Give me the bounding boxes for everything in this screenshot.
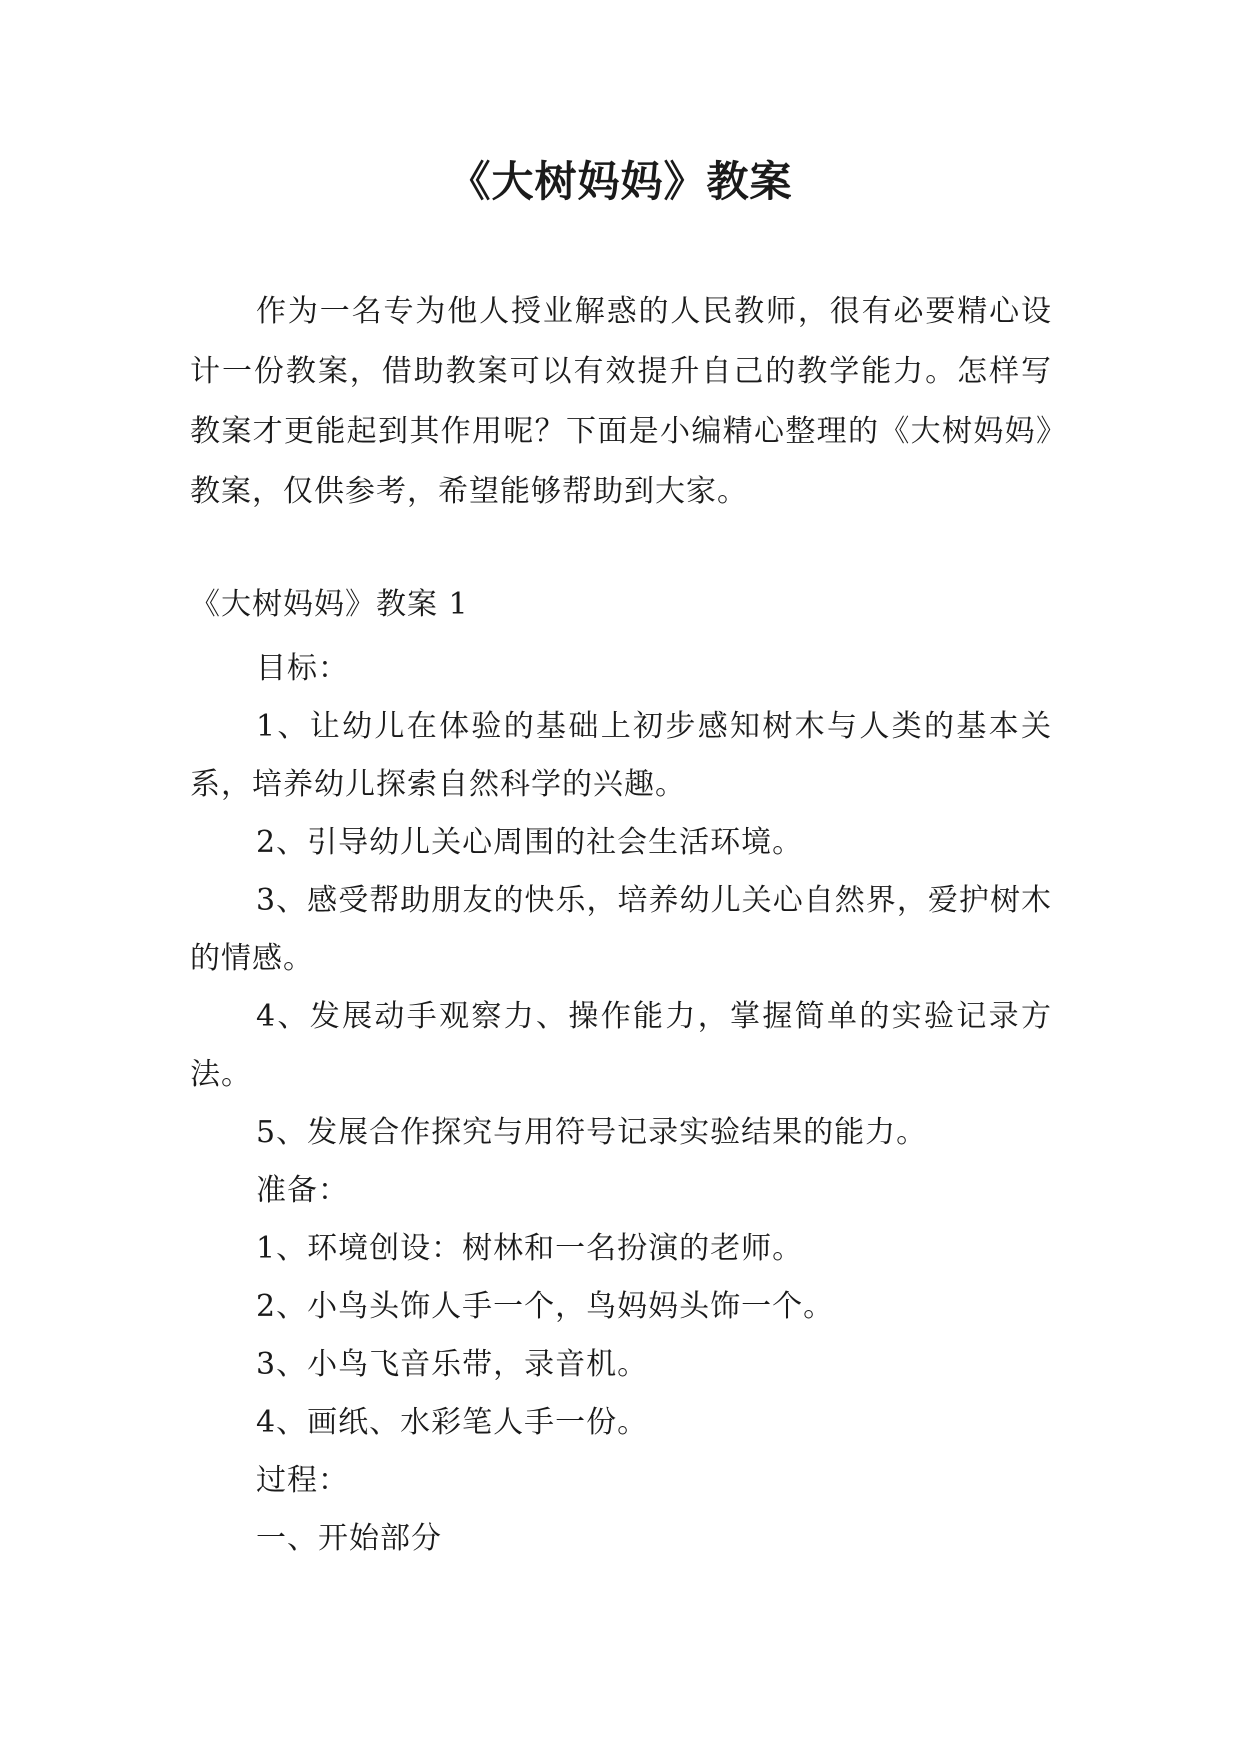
paragraph-prep-4: 4、画纸、水彩笔人手一份。 (256, 1405, 649, 1440)
paragraph-prep-3: 3、小鸟飞音乐带，录音机。 (256, 1347, 649, 1382)
paragraph-process-label: 过程： (256, 1463, 349, 1498)
paragraph-preparation-label: 准备： (256, 1173, 349, 1208)
paragraph-goal-1: 1、让幼儿在体验的基础上初步感知树木与人类的基本关系，培养幼儿探索自然科学的兴趣。 (190, 709, 1052, 802)
paragraph-goal-5: 5、发展合作探究与用符号记录实验结果的能力。 (256, 1115, 928, 1150)
paragraph-goal-4: 4、发展动手观察力、操作能力，掌握简单的实验记录方法。 (190, 999, 1052, 1092)
paragraph-goal-3: 3、感受帮助朋友的快乐，培养幼儿关心自然界，爱护树木的情感。 (190, 883, 1052, 976)
section-heading: 《大树妈妈》教案 1 (190, 587, 469, 622)
document-body (190, 640, 1052, 1568)
intro-paragraph: 作为一名专为他人授业解惑的人民教师，很有必要精心设计一份教案，借助教案可以有效提升自己的教学能力。怎样写教案才更能起到其作用呢？下面是小编精心整理的《大树妈妈》教案，仅供参考，希望能够帮助到大家。 (190, 294, 1052, 509)
document-title: 《大树妈妈》教案 (448, 157, 793, 206)
paragraph-goal-2: 2、引导幼儿关心周围的社会生活环境。 (256, 825, 804, 860)
paragraph-part-1: 一、开始部分 (256, 1521, 442, 1556)
paragraph-prep-1: 1、环境创设：树林和一名扮演的老师。 (256, 1231, 804, 1266)
paragraph-prep-2: 2、小鸟头饰人手一个，鸟妈妈头饰一个。 (256, 1289, 835, 1324)
paragraph-goals-label: 目标： (256, 651, 349, 686)
